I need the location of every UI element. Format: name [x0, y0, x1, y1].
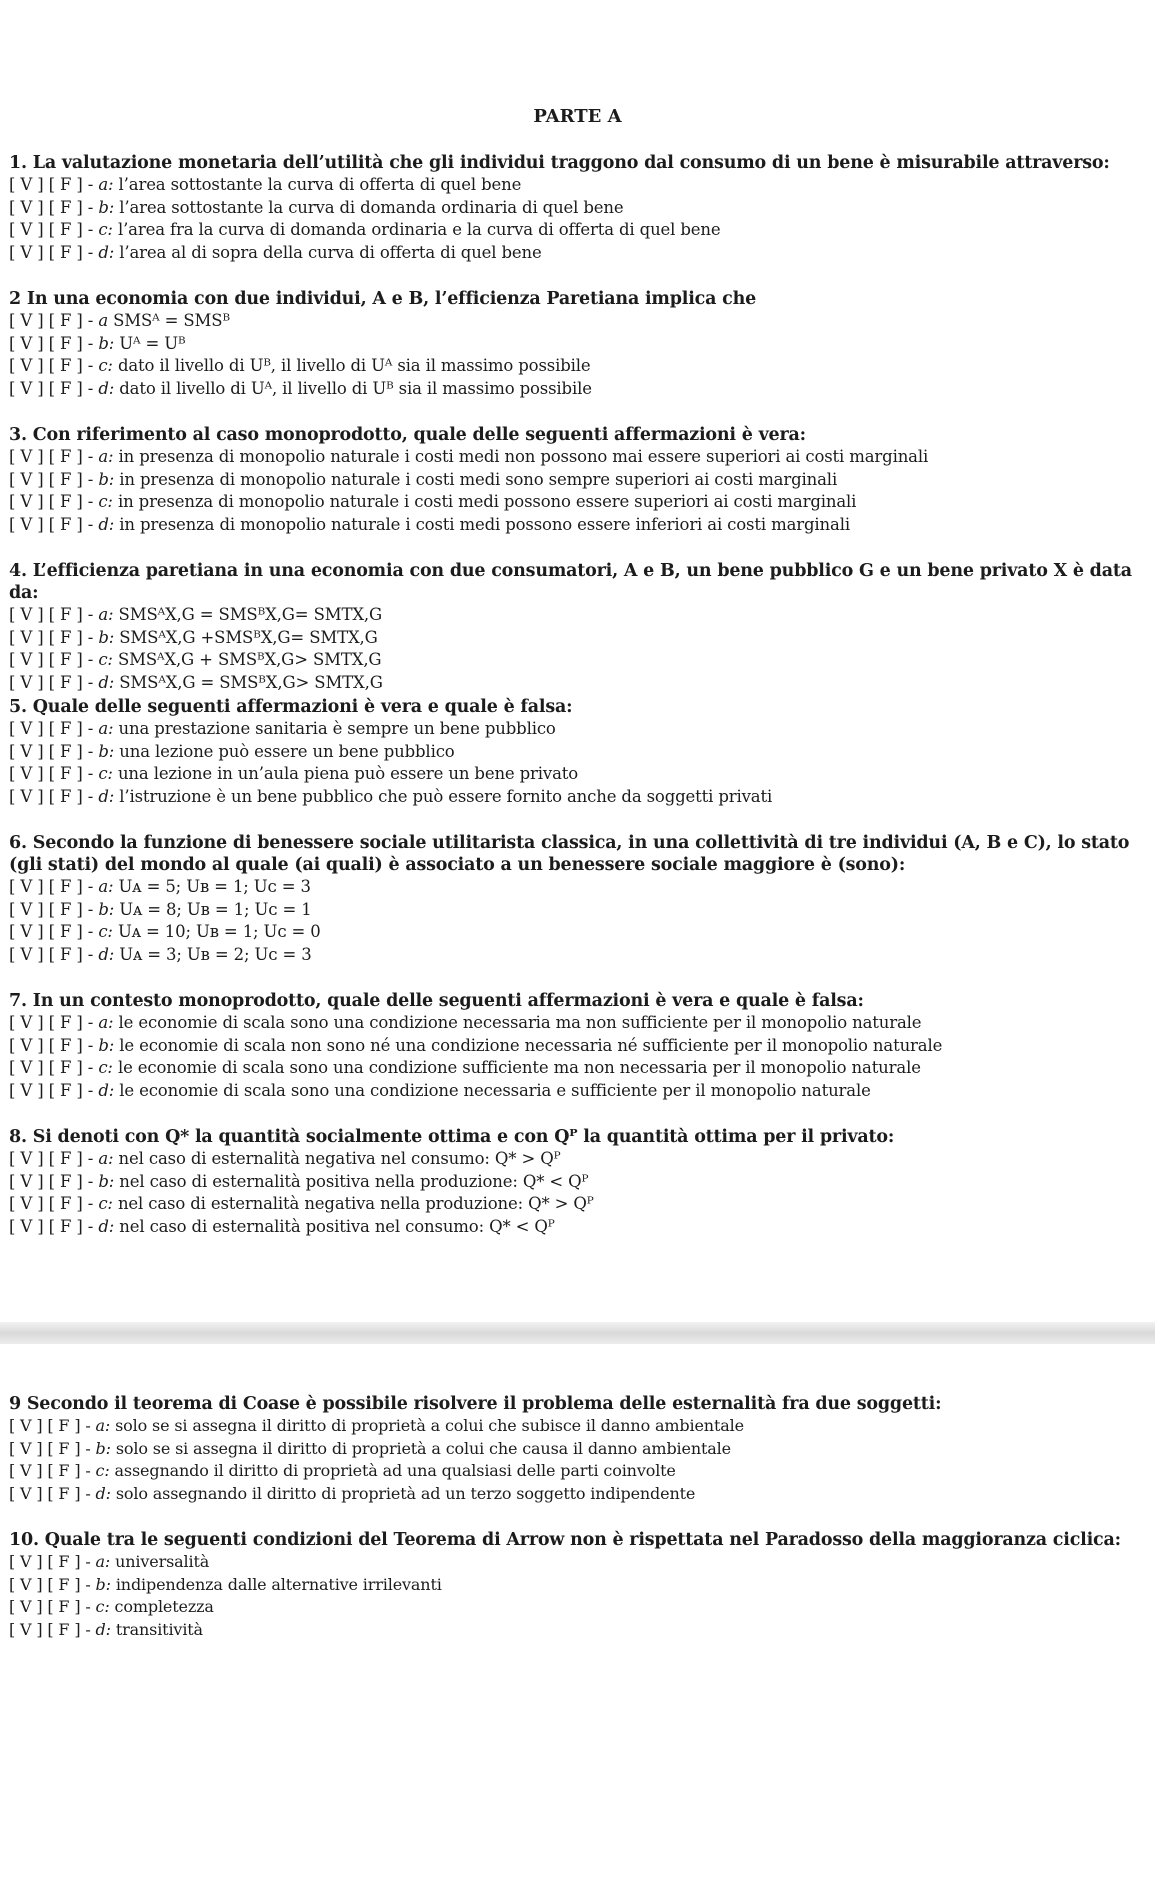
option-b[interactable]: [ V ] [ F ] - b: nel caso di esternalità positiva nella produzione: Q* < Qᴾ: [9, 1171, 589, 1191]
true-false-marker[interactable]: [ V ] [ F ] -: [9, 1035, 94, 1055]
question-2: [9, 288, 1149, 400]
true-false-marker[interactable]: [ V ] [ F ] -: [9, 899, 94, 919]
option-c[interactable]: [ V ] [ F ] - c: Uᴀ = 10; Uʙ = 1; Uᴄ = 0: [9, 922, 321, 941]
option-b[interactable]: [ V ] [ F ] - b: indipendenza dalle alternative irrilevanti: [9, 1574, 442, 1594]
true-false-marker[interactable]: [ V ] [ F ] -: [9, 1461, 91, 1480]
true-false-marker[interactable]: [ V ] [ F ] -: [9, 220, 94, 239]
true-false-marker[interactable]: [ V ] [ F ] -: [9, 197, 94, 217]
option-c[interactable]: [ V ] [ F ] - c: l’area fra la curva di domanda ordinaria e la curva di offerta di quel bene: [9, 220, 721, 239]
option-a[interactable]: [ V ] [ F ] - a: le economie di scala sono una condizione necessaria ma non sufficiente per il monopolio naturale: [9, 1013, 922, 1032]
true-false-marker[interactable]: [ V ] [ F ] -: [9, 447, 94, 466]
option-d[interactable]: [ V ] [ F ] - d: transitività: [9, 1619, 203, 1639]
true-false-marker[interactable]: [ V ] [ F ] -: [9, 764, 94, 783]
option-c[interactable]: [ V ] [ F ] - c: assegnando il diritto di proprietà ad una qualsiasi delle parti coinvolte: [9, 1461, 676, 1480]
question-text: 10. Quale tra le seguenti condizioni del Teorema di Arrow non è rispettata nel Paradosso della maggioranza ciclica:: [9, 1530, 1121, 1550]
question-4: [9, 560, 1149, 694]
page-title: PARTE A: [533, 106, 622, 127]
question-text: 6. Secondo la funzione di benessere sociale utilitarista classica, in una collettività di tre individui (A, B e C), lo stato (gli stati) del mondo al quale (ai quali) è associato a un benessere sociale maggiore è (sono):: [9, 833, 1130, 875]
option-b[interactable]: [ V ] [ F ] - b: solo se si assegna il diritto di proprietà a colui che causa il danno ambientale: [9, 1438, 731, 1458]
option-d[interactable]: [ V ] [ F ] - d: in presenza di monopolio naturale i costi medi possono essere inferiori ai costi marginali: [9, 514, 850, 534]
true-false-marker[interactable]: [ V ] [ F ] -: [9, 605, 94, 624]
option-b[interactable]: [ V ] [ F ] - b: l’area sottostante la curva di domanda ordinaria di quel bene: [9, 197, 624, 217]
option-a[interactable]: [ V ] [ F ] - a SMSᴬ = SMSᴮ: [9, 311, 230, 330]
option-a[interactable]: [ V ] [ F ] - a: l’area sottostante la curva di offerta di quel bene: [9, 175, 522, 194]
true-false-marker[interactable]: [ V ] [ F ] -: [9, 1619, 91, 1639]
question-3: [9, 424, 1149, 536]
true-false-marker[interactable]: [ V ] [ F ] -: [9, 719, 94, 738]
true-false-marker[interactable]: [ V ] [ F ] -: [9, 1483, 91, 1503]
true-false-marker[interactable]: [ V ] [ F ] -: [9, 1194, 94, 1213]
option-d[interactable]: [ V ] [ F ] - d: l’istruzione è un bene pubblico che può essere fornito anche da soggetti privati: [9, 786, 773, 806]
true-false-marker[interactable]: [ V ] [ F ] -: [9, 1216, 94, 1236]
true-false-marker[interactable]: [ V ] [ F ] -: [9, 1171, 94, 1191]
true-false-marker[interactable]: [ V ] [ F ] -: [9, 1438, 91, 1458]
option-b[interactable]: [ V ] [ F ] - b: SMSᴬX,G +SMSᴮX,G= SMTX,G: [9, 627, 378, 647]
question-text: 7. In un contesto monoprodotto, quale delle seguenti affermazioni è vera e quale è falsa:: [9, 991, 864, 1011]
question-text: 3. Con riferimento al caso monoprodotto, quale delle seguenti affermazioni è vera:: [9, 425, 806, 445]
true-false-marker[interactable]: [ V ] [ F ] -: [9, 514, 94, 534]
true-false-marker[interactable]: [ V ] [ F ] -: [9, 242, 94, 262]
true-false-marker[interactable]: [ V ] [ F ] -: [9, 650, 94, 669]
true-false-marker[interactable]: [ V ] [ F ] -: [9, 311, 94, 330]
option-d[interactable]: [ V ] [ F ] - d: Uᴀ = 3; Uʙ = 2; Uᴄ = 3: [9, 944, 312, 964]
option-a[interactable]: [ V ] [ F ] - a: in presenza di monopolio naturale i costi medi non possono mai essere superiori ai costi marginali: [9, 447, 929, 466]
option-d[interactable]: [ V ] [ F ] - d: dato il livello di Uᴬ, il livello di Uᴮ sia il massimo possibile: [9, 378, 592, 398]
question-6: [9, 832, 1149, 966]
option-a[interactable]: [ V ] [ F ] - a: universalità: [9, 1552, 210, 1571]
page-divider: [0, 1322, 1155, 1344]
true-false-marker[interactable]: [ V ] [ F ] -: [9, 492, 94, 511]
question-9: [9, 1393, 1149, 1505]
question-text: 5. Quale delle seguenti affermazioni è vera e quale è falsa:: [9, 697, 573, 717]
option-a[interactable]: [ V ] [ F ] - a: SMSᴬX,G = SMSᴮX,G= SMTX,G: [9, 605, 383, 624]
true-false-marker[interactable]: [ V ] [ F ] -: [9, 627, 94, 647]
option-d[interactable]: [ V ] [ F ] - d: nel caso di esternalità positiva nel consumo: Q* < Qᴾ: [9, 1216, 555, 1236]
option-d[interactable]: [ V ] [ F ] - d: le economie di scala sono una condizione necessaria e sufficiente per il monopolio naturale: [9, 1080, 871, 1100]
option-b[interactable]: [ V ] [ F ] - b: le economie di scala non sono né una condizione necessaria né sufficiente per il monopolio naturale: [9, 1035, 943, 1055]
option-d[interactable]: [ V ] [ F ] - d: SMSᴬX,G = SMSᴮX,G> SMTX,G: [9, 672, 383, 692]
true-false-marker[interactable]: [ V ] [ F ] -: [9, 741, 94, 761]
true-false-marker[interactable]: [ V ] [ F ] -: [9, 1080, 94, 1100]
option-a[interactable]: [ V ] [ F ] - a: nel caso di esternalità negativa nel consumo: Q* > Qᴾ: [9, 1149, 561, 1168]
question-10: [9, 1529, 1149, 1641]
true-false-marker[interactable]: [ V ] [ F ] -: [9, 175, 94, 194]
question-text: 4. L’efficienza paretiana in una economia con due consumatori, A e B, un bene pubblico G e un bene privato X è data da:: [9, 561, 1132, 603]
question-text: 1. La valutazione monetaria dell’utilità che gli individui traggono dal consumo di un bene è misurabile attraverso:: [9, 153, 1110, 173]
option-c[interactable]: [ V ] [ F ] - c: SMSᴬX,G + SMSᴮX,G> SMTX,G: [9, 650, 382, 669]
option-c[interactable]: [ V ] [ F ] - c: una lezione in un’aula piena può essere un bene privato: [9, 764, 579, 783]
question-5: [9, 696, 1149, 808]
true-false-marker[interactable]: [ V ] [ F ] -: [9, 1149, 94, 1168]
option-d[interactable]: [ V ] [ F ] - d: solo assegnando il diritto di proprietà ad un terzo soggetto indipendente: [9, 1483, 696, 1503]
option-c[interactable]: [ V ] [ F ] - c: dato il livello di Uᴮ, il livello di Uᴬ sia il massimo possibile: [9, 356, 591, 375]
true-false-marker[interactable]: [ V ] [ F ] -: [9, 1416, 91, 1435]
true-false-marker[interactable]: [ V ] [ F ] -: [9, 922, 94, 941]
true-false-marker[interactable]: [ V ] [ F ] -: [9, 1058, 94, 1077]
true-false-marker[interactable]: [ V ] [ F ] -: [9, 356, 94, 375]
option-a[interactable]: [ V ] [ F ] - a: Uᴀ = 5; Uʙ = 1; Uᴄ = 3: [9, 877, 311, 896]
question-1: [9, 152, 1149, 264]
true-false-marker[interactable]: [ V ] [ F ] -: [9, 1013, 94, 1032]
option-b[interactable]: [ V ] [ F ] - b: una lezione può essere un bene pubblico: [9, 741, 455, 761]
true-false-marker[interactable]: [ V ] [ F ] -: [9, 1552, 91, 1571]
true-false-marker[interactable]: [ V ] [ F ] -: [9, 877, 94, 896]
question-8: [9, 1126, 1149, 1238]
question-text: 2 In una economia con due individui, A e B, l’efficienza Paretiana implica che: [9, 289, 757, 309]
option-b[interactable]: [ V ] [ F ] - b: Uᴬ = Uᴮ: [9, 333, 186, 353]
option-c[interactable]: [ V ] [ F ] - c: in presenza di monopolio naturale i costi medi possono essere superiori ai costi marginali: [9, 492, 857, 511]
option-a[interactable]: [ V ] [ F ] - a: solo se si assegna il diritto di proprietà a colui che subisce il danno ambientale: [9, 1416, 744, 1435]
option-a[interactable]: [ V ] [ F ] - a: una prestazione sanitaria è sempre un bene pubblico: [9, 719, 556, 738]
option-c[interactable]: [ V ] [ F ] - c: le economie di scala sono una condizione sufficiente ma non necessaria per il monopolio naturale: [9, 1058, 921, 1077]
question-text: 9 Secondo il teorema di Coase è possibile risolvere il problema delle esternalità fra due soggetti:: [9, 1394, 942, 1414]
option-d[interactable]: [ V ] [ F ] - d: l’area al di sopra della curva di offerta di quel bene: [9, 242, 542, 262]
option-c[interactable]: [ V ] [ F ] - c: completezza: [9, 1597, 214, 1616]
option-b[interactable]: [ V ] [ F ] - b: Uᴀ = 8; Uʙ = 1; Uᴄ = 1: [9, 899, 312, 919]
true-false-marker[interactable]: [ V ] [ F ] -: [9, 333, 94, 353]
option-b[interactable]: [ V ] [ F ] - b: in presenza di monopolio naturale i costi medi sono sempre superiori ai costi marginali: [9, 469, 838, 489]
true-false-marker[interactable]: [ V ] [ F ] -: [9, 944, 94, 964]
question-text: 8. Si denoti con Q* la quantità socialmente ottima e con Qᴾ la quantità ottima per il privato:: [9, 1127, 895, 1147]
true-false-marker[interactable]: [ V ] [ F ] -: [9, 469, 94, 489]
option-c[interactable]: [ V ] [ F ] - c: nel caso di esternalità negativa nella produzione: Q* > Qᴾ: [9, 1194, 594, 1213]
question-7: [9, 990, 1149, 1102]
true-false-marker[interactable]: [ V ] [ F ] -: [9, 672, 94, 692]
true-false-marker[interactable]: [ V ] [ F ] -: [9, 1574, 91, 1594]
true-false-marker[interactable]: [ V ] [ F ] -: [9, 786, 94, 806]
true-false-marker[interactable]: [ V ] [ F ] -: [9, 378, 94, 398]
true-false-marker[interactable]: [ V ] [ F ] -: [9, 1597, 91, 1616]
